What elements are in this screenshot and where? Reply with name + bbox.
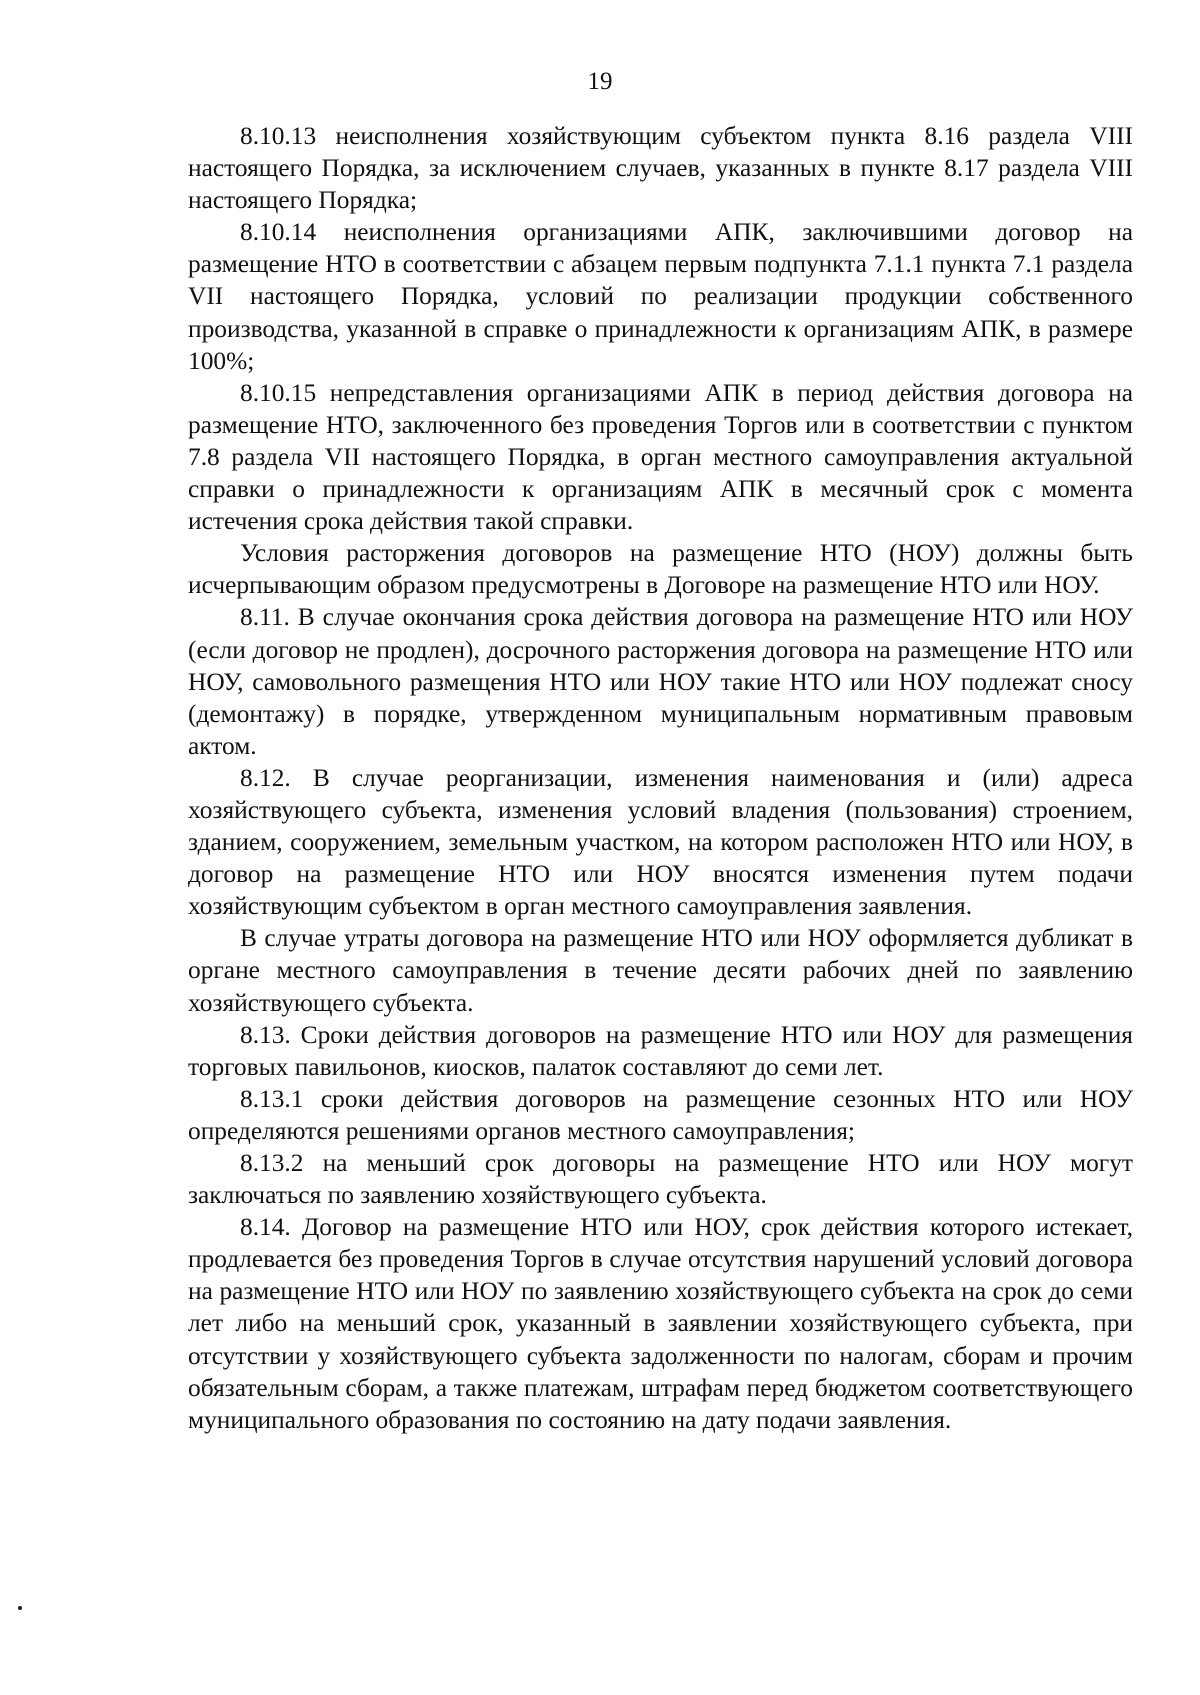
page-number: 19 [587, 68, 613, 95]
paragraph-8-14: 8.14. Договор на размещение НТО или НОУ, срок действия которого истекает, продлевается без проведения Торгов в случае отсутствия нарушений условий договора на размещение НТО или НОУ по заявлению хозяйствующего субъекта на срок до семи лет либо на меньший срок, указанный в заявлении хозяйствующего субъекта, при отсутствии у хозяйствующего субъекта задолженности по налогам, сборам и прочим обязательным сборам, а также платежам, штрафам перед бюджетом соответствующего муниципального образования по состоянию на дату подачи заявления. [188, 1213, 1133, 1434]
paragraph-8-13: 8.13. Сроки действия договоров на размещение НТО или НОУ для размещения торговых павильонов, киосков, палаток составляют до семи лет. [188, 1020, 1133, 1081]
paragraph-duplicate: В случае утраты договора на размещение НТО или НОУ оформляется дубликат в органе местного самоуправления в течение десяти рабочих дней по заявлению хозяйствующего субъекта. [188, 924, 1133, 1017]
paragraph-8-10-14: 8.10.14 неисполнения организациями АПК, заключившими договор на размещение НТО в соответствии с абзацем первым подпункта 7.1.1 пункта 7.1 раздела VII настоящего Порядка, условий по реализации продукции собственного производства, указанной в справке о принадлежности к организациям АПК, в размере 100%; [188, 218, 1133, 375]
paragraph-8-13-1: 8.13.1 сроки действия договоров на размещение сезонных НТО или НОУ определяются решениями органов местного самоуправления; [188, 1084, 1133, 1145]
paragraph-8-11: 8.11. В случае окончания срока действия договора на размещение НТО или НОУ (если договор не продлен), досрочного расторжения договора на размещение НТО или НОУ, самовольного размещения НТО или НОУ такие НТО или НОУ подлежат сносу (демонтажу) в порядке, утвержденном муниципальным нормативным правовым актом. [188, 603, 1133, 760]
document-body [188, 120, 1133, 1436]
paragraph-8-13-2: 8.13.2 на меньший срок договоры на размещение НТО или НОУ могут заключаться по заявлению хозяйствующего субъекта. [188, 1149, 1133, 1210]
paragraph-8-12: 8.12. В случае реорганизации, изменения наименования и (или) адреса хозяйствующего субъекта, изменения условий владения (пользования) строением, зданием, сооружением, земельным участком, на котором расположен НТО или НОУ, в договор на размещение НТО или НОУ вносятся изменения путем подачи хозяйствующим субъектом в орган местного самоуправления заявления. [188, 763, 1133, 921]
paragraph-8-10-15: 8.10.15 непредставления организациями АПК в период действия договора на размещение НТО, заключенного без проведения Торгов или в соответствии с пунктом 7.8 раздела VII настоящего Порядка, в орган местного самоуправления актуальной справки о принадлежности к организациям АПК в месячный срок с момента истечения срока действия такой справки. [188, 378, 1133, 536]
scan-speck [18, 1606, 22, 1610]
paragraph-termination-conditions: Условия расторжения договоров на размещение НТО (НОУ) должны быть исчерпывающим образом предусмотрены в Договоре на размещение НТО или НОУ. [188, 539, 1133, 600]
paragraph-8-10-13: 8.10.13 неисполнения хозяйствующим субъектом пункта 8.16 раздела VIII настоящего Порядка, за исключением случаев, указанных в пункте 8.17 раздела VIII настоящего Порядка; [188, 122, 1133, 215]
